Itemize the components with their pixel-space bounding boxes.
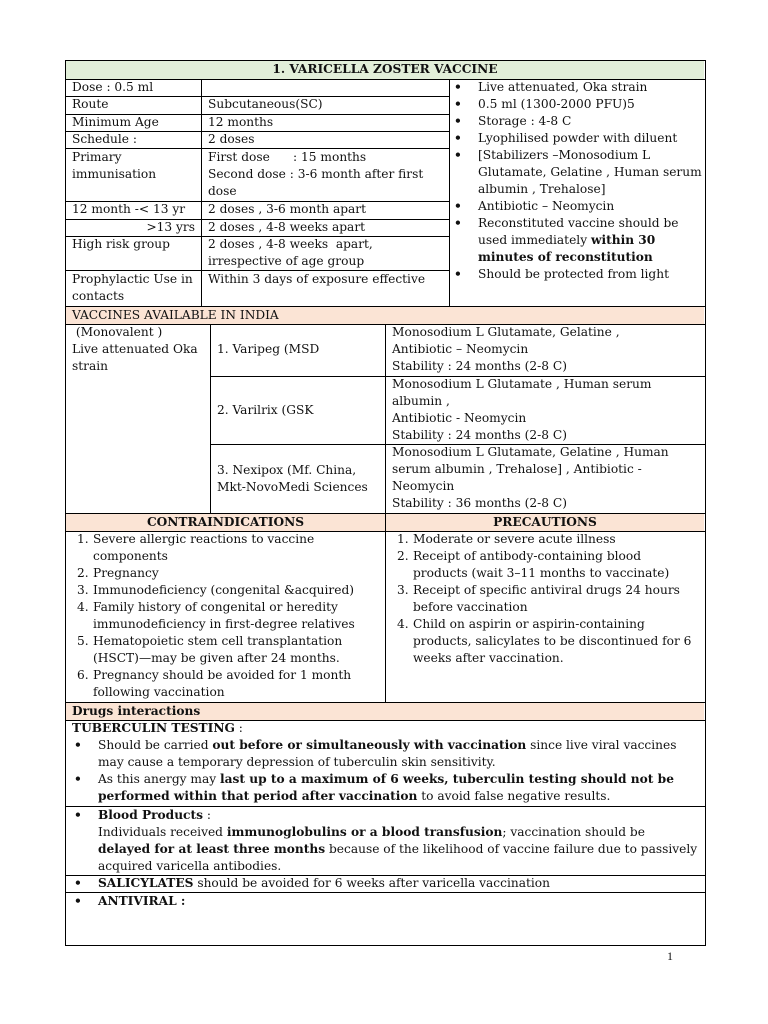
row-route-label: Route: [72, 97, 109, 111]
vaccine-details: Monosodium L Glutamate , Human serum albumin , Antibiotic - Neomycin Stability : 24 months (2-8 C): [392, 377, 652, 442]
contraindications-list: [66, 531, 385, 701]
vaccines-header: VACCINES AVAILABLE IN INDIA: [72, 308, 279, 322]
row-prophylactic-value: Within 3 days of exposure effective: [208, 272, 426, 286]
row-primary-second: Second dose : 3-6 month after first dose: [208, 167, 424, 198]
row-route-value: Subcutaneous(SC): [208, 97, 323, 111]
vaccine-details: Monosodium L Glutamate, Gelatine , Human serum albumin , Trehalose] , Antibiotic - Neomycin Stability : 36 months (2-8 C): [392, 445, 669, 510]
precaution-item: 2. Receipt of antibody-containing blood products (wait 3–11 months to vaccinate): [397, 549, 670, 580]
tuberculin-bullet: • As this anergy may last up to a maximum of 6 weeks, tuberculin testing should not be performed within that period after vaccination to avoid false negative results.: [72, 771, 698, 805]
row-min-age-label: Minimum Age: [72, 115, 159, 129]
row-dose-label: Dose : 0.5 ml: [72, 80, 154, 94]
row-min-age-value: 12 months: [208, 115, 274, 129]
page-number: 1: [667, 949, 673, 963]
property-item-reconstitution: • Reconstituted vaccine should be used immediately within 30 minutes of reconstitution: [452, 215, 702, 266]
contraindication-item: 4. Family history of congenital or heredity immunodeficiency in first-degree relatives: [77, 600, 355, 631]
contraindications-header: CONTRAINDICATIONS: [146, 515, 305, 529]
tuberculin-bullet: • Should be carried out before or simultaneously with vaccination since live viral vaccines may cause a temporary depression of tuberculin skin sensitivity.: [72, 737, 698, 771]
contraindication-item: 6. Pregnancy should be avoided for 1 month following vaccination: [77, 668, 352, 699]
contraindication-item: 1. Severe allergic reactions to vaccine components: [77, 532, 315, 563]
row-primary-label: Primary immunisation: [72, 150, 157, 181]
blood-products-section: [66, 807, 704, 875]
property-item: • Storage : 4-8 C: [452, 113, 702, 130]
vaccine-name: 1. Varipeg (MSD: [217, 342, 320, 356]
page-title: 1. VARICELLA ZOSTER VACCINE: [272, 62, 498, 76]
property-item: • Live attenuated, Oka strain: [452, 79, 702, 96]
precautions-list: [386, 531, 704, 667]
property-item: • Lyophilised powder with diluent: [452, 130, 702, 147]
row-12mo-label: 12 month -< 13 yr: [72, 202, 186, 216]
precaution-item: 3. Receipt of specific antiviral drugs 24 hours before vaccination: [397, 583, 680, 614]
row-high-risk-label: High risk group: [72, 237, 170, 251]
row-12mo-value: 2 doses , 3-6 month apart: [208, 202, 367, 216]
vaccine-properties: [450, 79, 704, 283]
contraindication-item: 5. Hematopoietic stem cell transplantation (HSCT)—may be given after 24 months.: [77, 634, 343, 665]
drugs-interactions-header: Drugs interactions: [72, 704, 201, 718]
salicylates-row: • SALICYLATES should be avoided for 6 weeks after varicella vaccination: [66, 875, 704, 892]
vaccine-type: (Monovalent ) Live attenuated Oka strain: [72, 325, 198, 373]
row-high-risk-value: 2 doses , 4-8 weeks apart, irrespective of age group: [208, 237, 381, 268]
vaccine-details: Monosodium L Glutamate, Gelatine , Antibiotic – Neomycin Stability : 24 months (2-8 C): [392, 325, 620, 373]
property-item: • Antibiotic – Neomycin: [452, 198, 702, 215]
blood-products-title: • Blood Products :: [72, 807, 698, 824]
row-schedule-label: Schedule :: [72, 132, 137, 146]
row-schedule-value: 2 doses: [208, 132, 255, 146]
row-13yr-label: >13 yrs: [146, 220, 195, 234]
contraindication-item: 3. Immunodeficiency (congenital &acquired): [77, 583, 355, 597]
precautions-header: PRECAUTIONS: [493, 515, 597, 529]
precaution-item: 1. Moderate or severe acute illness: [397, 532, 616, 546]
blood-products-text: Individuals received immunoglobulins or a blood transfusion; vaccination should be delayed for at least three months because of the likelihood of vaccine failure due to passively acquired varicella antibodies.: [98, 825, 698, 873]
tuberculin-title: TUBERCULIN TESTING :: [72, 721, 243, 735]
property-item: • [Stabilizers –Monosodium L Glutamate, Gelatine , Human serum albumin , Trehalose]: [452, 147, 702, 198]
property-item: • 0.5 ml (1300-2000 PFU)5: [452, 96, 702, 113]
precaution-item: 4. Child on aspirin or aspirin-containing products, salicylates to be discontinued for 6 weeks after vaccination.: [397, 617, 692, 665]
row-13yr-value: 2 doses , 4-8 weeks apart: [208, 220, 366, 234]
antiviral-row: • ANTIVIRAL :: [66, 893, 704, 910]
tuberculin-section: [66, 720, 704, 805]
row-primary-first: First dose : 15 months: [208, 150, 367, 164]
vaccine-name: 2. Varilrix (GSK: [217, 403, 314, 417]
contraindication-item: 2. Pregnancy: [77, 566, 159, 580]
row-prophylactic-label: Prophylactic Use in contacts: [72, 272, 193, 303]
vaccine-name: 3. Nexipox (Mf. China, Mkt-NovoMedi Sciences: [217, 463, 368, 494]
property-item: • Should be protected from light: [452, 266, 702, 283]
